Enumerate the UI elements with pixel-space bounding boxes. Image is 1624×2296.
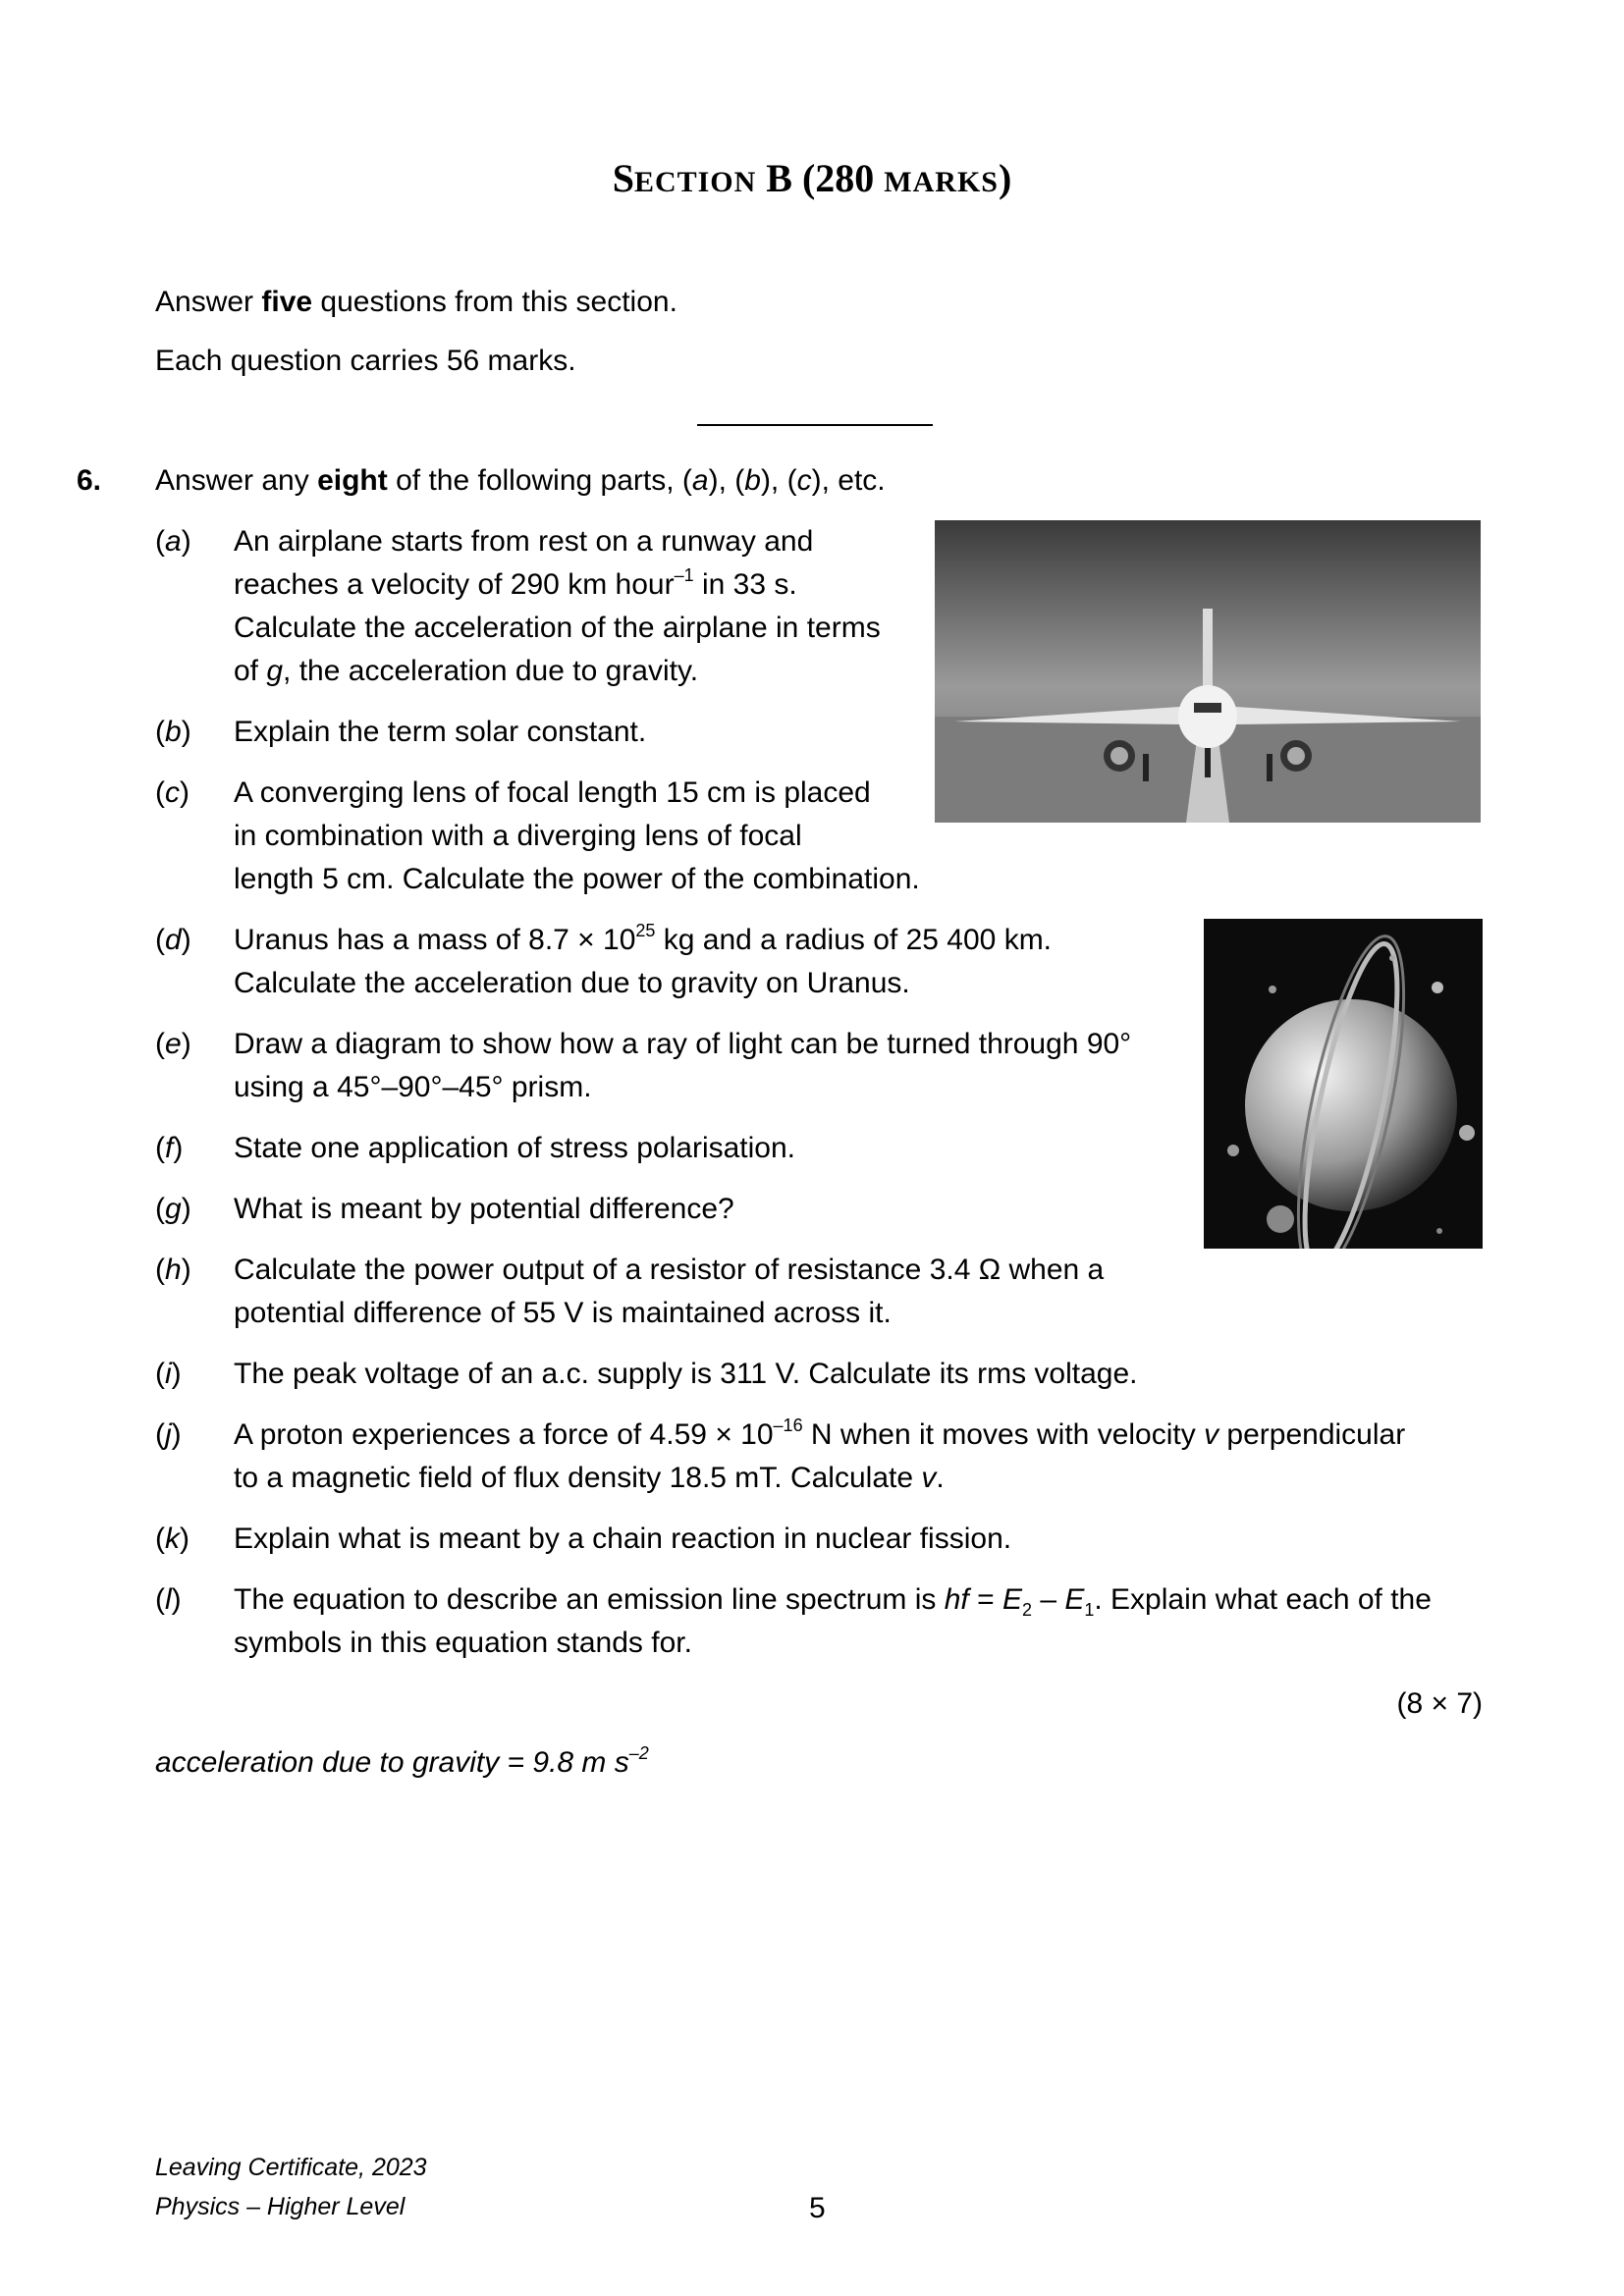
airplane-icon	[935, 520, 1481, 823]
part-l-line-1: The equation to describe an emission line spectrum is hf = $E_2 - E_1$. Explain what each of the	[234, 1583, 1432, 1620]
part-h-line-2: potential difference of 55 V is maintained across it.	[234, 1297, 892, 1329]
part-label-j: (j)	[155, 1418, 182, 1451]
part-label-a: (a)	[155, 525, 191, 558]
part-a-line-3: Calculate the acceleration of the airplane in terms	[234, 612, 881, 644]
part-d-line-1: Uranus has a mass of $8.7 \times 10^{25}$ kg and a radius of 25 400 km.	[234, 921, 1053, 956]
part-label-c: (c)	[155, 776, 189, 809]
part-c-line-3: length 5 cm. Calculate the power of the combination.	[234, 863, 920, 895]
gravity-constant-note: acceleration due to gravity = 9.8 m $s^{-2}$	[155, 1743, 649, 1779]
part-l-line-2: symbols in this equation stands for.	[234, 1627, 692, 1659]
part-label-b: (b)	[155, 716, 191, 748]
part-j-line-2: to a magnetic field of flux density 18.5 mT. Calculate v.	[234, 1462, 945, 1494]
part-label-k: (k)	[155, 1522, 189, 1555]
part-d-line-2: Calculate the acceleration due to gravity on Uranus.	[234, 967, 910, 999]
question-number: 6.	[77, 464, 102, 497]
marks-allocation: (8 × 7)	[1396, 1687, 1483, 1720]
part-c-line-1: A converging lens of focal length 15 cm is placed	[234, 776, 871, 809]
instruction-line-2: Each question carries 56 marks.	[155, 345, 576, 377]
part-e-line-1: Draw a diagram to show how a ray of light can be turned through 90°	[234, 1028, 1132, 1060]
part-e-line-2: using a 45°–90°–45° prism.	[234, 1071, 592, 1103]
uranus-image	[1204, 919, 1483, 1249]
part-j-line-1: A proton experiences a force of $4.59 \times 10^{-16}$ N when it moves with velocity v perpendicular	[234, 1415, 1406, 1451]
part-i-line-1: The peak voltage of an a.c. supply is 311 V. Calculate its rms voltage.	[234, 1358, 1138, 1390]
footer-exam-title: Leaving Certificate, 2023	[155, 2154, 427, 2181]
part-label-e: (e)	[155, 1028, 191, 1060]
part-label-d: (d)	[155, 924, 191, 956]
part-a-line-4: of g, the acceleration due to gravity.	[234, 655, 699, 687]
part-a-line-2: reaches a velocity of 290 km hour$^{-1}$ in 33 s.	[234, 565, 797, 601]
part-label-g: (g)	[155, 1193, 191, 1225]
part-c-line-2: in combination with a diverging lens of focal	[234, 820, 802, 852]
part-f-line-1: State one application of stress polarisation.	[234, 1132, 796, 1164]
part-b-line-1: Explain the term solar constant.	[234, 716, 647, 748]
section-heading: SECTION B (280 MARKS)	[612, 156, 1012, 200]
airplane-image	[935, 520, 1481, 823]
part-k-line-1: Explain what is meant by a chain reaction in nuclear fission.	[234, 1522, 1012, 1555]
page-number: 5	[809, 2192, 826, 2224]
instruction-line-1: Answer five questions from this section.	[155, 286, 677, 318]
part-h-line-1: Calculate the power output of a resistor of resistance 3.4 Ω when a	[234, 1254, 1105, 1286]
part-label-f: (f)	[155, 1132, 184, 1164]
part-label-l: (l)	[155, 1583, 182, 1616]
footer-subject: Physics – Higher Level	[155, 2193, 406, 2220]
part-g-line-1: What is meant by potential difference?	[234, 1193, 734, 1225]
question-intro: Answer any eight of the following parts, (a), (b), (c), etc.	[155, 464, 886, 497]
part-label-i: (i)	[155, 1358, 182, 1390]
divider-rule	[697, 424, 933, 426]
part-a-line-1: An airplane starts from rest on a runway and	[234, 525, 814, 558]
part-label-h: (h)	[155, 1254, 191, 1286]
planet-icon	[1204, 919, 1483, 1249]
